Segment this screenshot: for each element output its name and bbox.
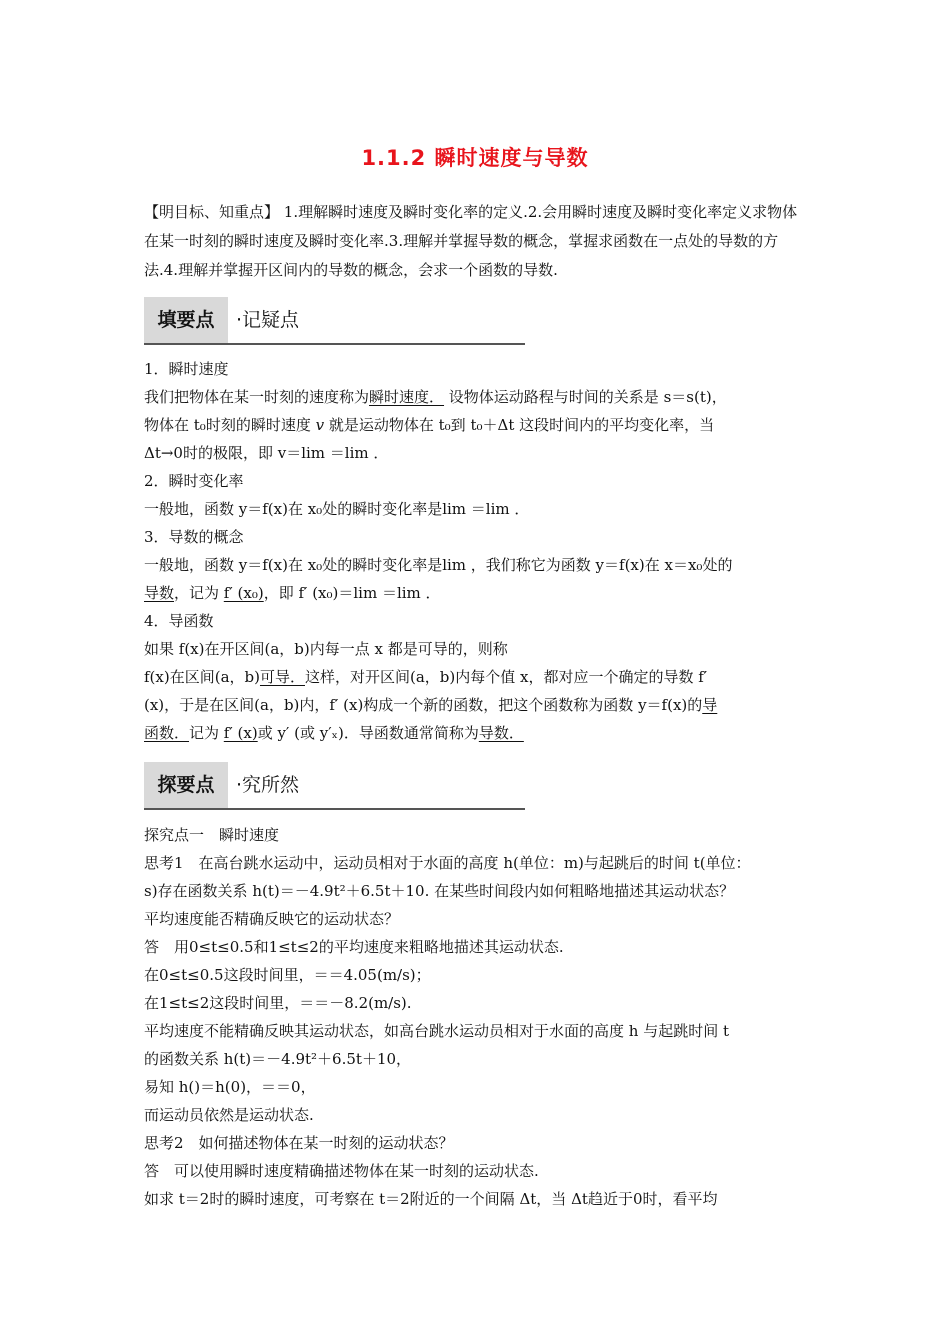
paragraph-line: 思考1 在高台跳水运动中，运动员相对于水面的高度 h(单位：m)与起跳后的时间 t(单位： <box>144 854 751 872</box>
paragraph-line: 如果 f(x)在开区间(a，b)内每一点 x 都是可导的，则称 <box>144 640 508 658</box>
heading-instant-velocity: 1．瞬时速度 <box>144 360 229 378</box>
paragraph-line: 如求 t＝2时的瞬时速度，可考察在 t＝2附近的一个间隔 Δt，当 Δt趋近于0时，看平均 <box>144 1190 718 1208</box>
heading-derivative-function: 4．导函数 <box>144 612 214 630</box>
section-subtitle: ·记疑点 <box>236 309 300 331</box>
section-header-fill-points <box>144 297 525 345</box>
paragraph-line: 一般地，函数 y＝f(x)在 x₀处的瞬时变化率是lim ＝lim ． <box>144 500 530 518</box>
paragraph-line: s)存在函数关系 h(t)＝－4.9t²＋6.5t＋10. 在某些时间段内如何粗略地描述其运动状态？ <box>144 882 735 900</box>
heading-derivative-concept: 3．导数的概念 <box>144 528 244 546</box>
goals-text: 1.理解瞬时速度及瞬时变化率的定义.2.会用瞬时速度及瞬时变化率定义求物体在某一时刻的瞬时速度及瞬时变化率.3.理解并掌握导数的概念，掌握求函数在一点处的导数的方法.4.理解并掌握开区间内的导数的概念，会求一个函数的导数. <box>144 203 798 279</box>
paragraph-line: f(x)在区间(a，b)可导．这样，对开区间(a，b)内每个值 x，都对应一个确定的导数 f′ <box>144 668 708 686</box>
explore-heading: 探究点一 瞬时速度 <box>144 826 280 844</box>
paragraph-line: 平均速度不能精确反映其运动状态，如高台跳水运动员相对于水面的高度 h 与起跳时间 t <box>144 1022 729 1040</box>
section-header-explore-points <box>144 762 525 810</box>
learning-goals <box>144 198 810 285</box>
goals-label: 【明目标、知重点】 <box>144 203 280 221</box>
paragraph-line: 在1≤t≤2这段时间里，＝＝－8.2(m/s). <box>144 994 412 1012</box>
paragraph-line: 易知 h()＝h(0)，＝＝0， <box>144 1078 316 1096</box>
heading-instant-rate: 2．瞬时变化率 <box>144 472 244 490</box>
paragraph-line: 平均速度能否精确反映它的运动状态？ <box>144 910 400 928</box>
paragraph-line: 思考2 如何描述物体在某一时刻的运动状态？ <box>144 1134 454 1152</box>
paragraph-line: 函数．记为 f′ (x)或 y′ (或 y′ₓ)．导函数通常简称为导数． <box>144 724 524 742</box>
paragraph-line: (x)，于是在区间(a，b)内，f′ (x)构成一个新的函数，把这个函数称为函数 y＝f(x)的导 <box>144 696 718 714</box>
paragraph-line: 的函数关系 h(t)＝－4.9t²＋6.5t＋10， <box>144 1050 412 1068</box>
paragraph-line: 答 可以使用瞬时速度精确描述物体在某一时刻的运动状态. <box>144 1162 539 1180</box>
paragraph-line: 一般地，函数 y＝f(x)在 x₀处的瞬时变化率是lim ，我们称它为函数 y＝f(x)在 x＝x₀处的 <box>144 556 733 574</box>
paragraph-line: 物体在 t₀时刻的瞬时速度 v 就是运动物体在 t₀到 t₀＋Δt 这段时间内的平均变化率，当 <box>144 416 715 434</box>
paragraph-line: Δt→0时的极限，即 v＝lim ＝lim ． <box>144 444 389 462</box>
page-title: 1.1.2 瞬时速度与导数 <box>361 146 589 170</box>
paragraph-line: 我们把物体在某一时刻的速度称为瞬时速度． 设物体运动路程与时间的关系是 s＝s(t)， <box>144 388 727 406</box>
paragraph-line: 导数，记为 f′ (x₀)，即 f′ (x₀)＝lim ＝lim ． <box>144 584 441 602</box>
paragraph-line: 在0≤t≤0.5这段时间里，＝＝4.05(m/s)； <box>144 966 431 984</box>
paragraph-line: 而运动员依然是运动状态. <box>144 1106 314 1124</box>
section-tag: 填要点 <box>144 297 228 343</box>
section-tag: 探要点 <box>144 762 228 808</box>
section-subtitle: ·究所然 <box>236 774 300 796</box>
paragraph-line: 答 用0≤t≤0.5和1≤t≤2的平均速度来粗略地描述其运动状态. <box>144 938 564 956</box>
